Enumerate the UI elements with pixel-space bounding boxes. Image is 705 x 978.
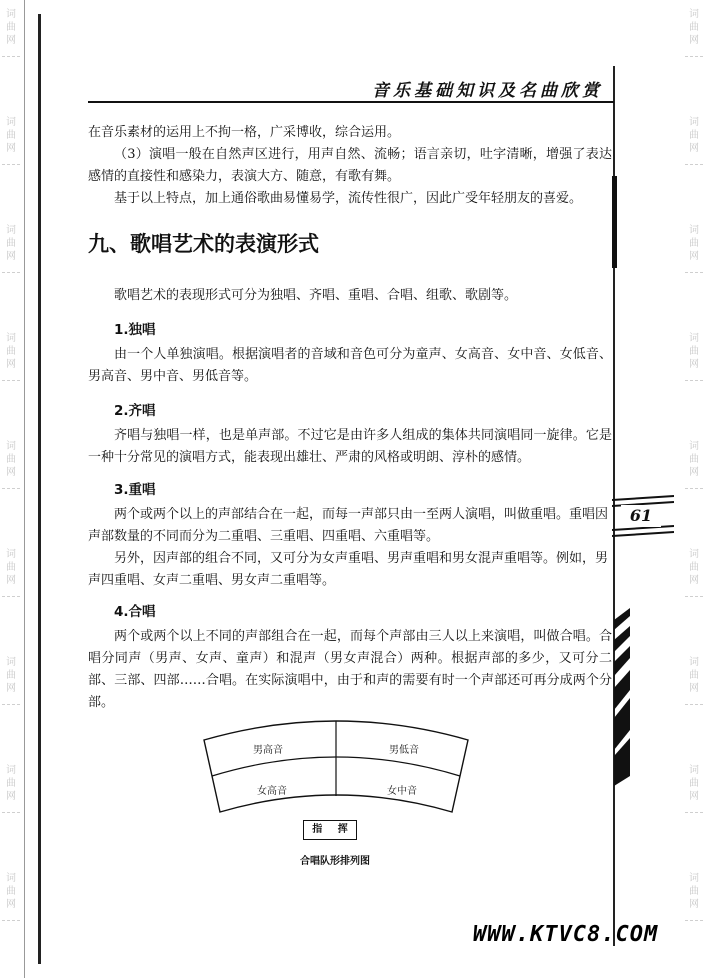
watermark-glyph: 网 bbox=[6, 143, 16, 154]
subsection-heading-chorus: 4.合唱 bbox=[114, 604, 156, 620]
watermark-glyph: 曲 bbox=[6, 886, 16, 897]
watermark-glyph: 网 bbox=[6, 899, 16, 910]
watermark-glyph-column bbox=[4, 872, 18, 911]
watermark-separator bbox=[685, 920, 703, 921]
section-title: 九、歌唱艺术的表演形式 bbox=[88, 231, 319, 256]
intro-paragraph-1: 在音乐素材的运用上不拘一格，广采博收，综合运用。 bbox=[88, 125, 401, 140]
diagram-label-bass: 男低音 bbox=[389, 745, 419, 756]
spine-line bbox=[38, 14, 41, 964]
watermark-separator bbox=[2, 272, 20, 273]
watermark-glyph-column bbox=[4, 8, 18, 47]
watermark-glyph: 词 bbox=[6, 765, 16, 776]
watermark-glyph: 词 bbox=[689, 657, 699, 668]
intro-paragraph-3: 基于以上特点，加上通俗歌曲易懂易学，流传性很广，因此广受年轻朋友的喜爱。 bbox=[114, 191, 583, 206]
right-watermark-strip bbox=[683, 0, 705, 978]
watermark-glyph: 词 bbox=[6, 225, 16, 236]
watermark-separator bbox=[2, 380, 20, 381]
watermark-glyph-column bbox=[4, 332, 18, 371]
watermark-glyph: 网 bbox=[6, 575, 16, 586]
watermark-separator bbox=[685, 56, 703, 57]
subsection-paragraph-ensemble-1: 两个或两个以上的声部结合在一起，而每一声部只由一至两人演唱，叫做重唱。重唱因声部数量的不同而分为二重唱、三重唱、四重唱、六重唱等。 bbox=[88, 507, 609, 544]
watermark-separator bbox=[685, 380, 703, 381]
watermark-separator bbox=[685, 812, 703, 813]
left-margin-line bbox=[24, 0, 25, 978]
watermark-glyph: 网 bbox=[6, 359, 16, 370]
watermark-glyph: 曲 bbox=[689, 346, 699, 357]
watermark-glyph: 曲 bbox=[689, 130, 699, 141]
watermark-separator bbox=[685, 704, 703, 705]
watermark-glyph-column bbox=[687, 224, 701, 263]
subsection-heading-ensemble: 3.重唱 bbox=[114, 482, 156, 498]
watermark-glyph: 曲 bbox=[689, 562, 699, 573]
watermark-glyph: 词 bbox=[689, 441, 699, 452]
watermark-glyph: 曲 bbox=[6, 670, 16, 681]
watermark-glyph: 词 bbox=[689, 9, 699, 20]
watermark-glyph: 词 bbox=[689, 549, 699, 560]
left-watermark-strip bbox=[0, 0, 22, 978]
watermark-separator bbox=[2, 812, 20, 813]
conductor-box: 指 挥 bbox=[303, 820, 357, 840]
subsection-paragraph-solo: 由一个人单独演唱。根据演唱者的音域和音色可分为童声、女高音、女中音、女低音、男高音、男中音、男低音等。 bbox=[88, 347, 612, 384]
section-intro: 歌唱艺术的表现形式可分为独唱、齐唱、重唱、合唱、组歌、歌剧等。 bbox=[114, 288, 518, 303]
watermark-glyph: 曲 bbox=[6, 778, 16, 789]
watermark-glyph-column bbox=[687, 872, 701, 911]
watermark-glyph-column bbox=[4, 116, 18, 155]
watermark-separator bbox=[2, 920, 20, 921]
site-url-watermark: WWW.KTVC8.COM bbox=[473, 922, 659, 947]
watermark-separator bbox=[2, 164, 20, 165]
watermark-glyph: 网 bbox=[689, 35, 699, 46]
watermark-glyph: 曲 bbox=[689, 454, 699, 465]
watermark-glyph: 曲 bbox=[689, 670, 699, 681]
watermark-separator bbox=[685, 164, 703, 165]
watermark-glyph-column bbox=[4, 224, 18, 263]
watermark-glyph: 网 bbox=[689, 899, 699, 910]
watermark-glyph-column bbox=[4, 440, 18, 479]
watermark-glyph: 网 bbox=[6, 791, 16, 802]
watermark-glyph: 词 bbox=[689, 117, 699, 128]
watermark-glyph: 网 bbox=[6, 683, 16, 694]
watermark-glyph: 网 bbox=[6, 35, 16, 46]
watermark-glyph: 词 bbox=[689, 333, 699, 344]
diagram-label-tenor: 男高音 bbox=[253, 745, 283, 756]
watermark-separator bbox=[2, 56, 20, 57]
watermark-glyph: 词 bbox=[689, 765, 699, 776]
decorative-wedge bbox=[600, 600, 640, 790]
watermark-glyph: 网 bbox=[689, 467, 699, 478]
watermark-glyph: 词 bbox=[689, 225, 699, 236]
page-number: 61 bbox=[621, 505, 661, 527]
watermark-glyph: 曲 bbox=[689, 22, 699, 33]
watermark-glyph: 曲 bbox=[6, 238, 16, 249]
watermark-glyph-column bbox=[687, 440, 701, 479]
watermark-separator bbox=[685, 596, 703, 597]
watermark-separator bbox=[685, 488, 703, 489]
header-rule bbox=[88, 101, 614, 103]
watermark-glyph: 词 bbox=[6, 333, 16, 344]
watermark-glyph-column bbox=[687, 332, 701, 371]
watermark-glyph-column bbox=[687, 548, 701, 587]
watermark-glyph: 网 bbox=[6, 467, 16, 478]
watermark-glyph: 网 bbox=[6, 251, 16, 262]
watermark-glyph-column bbox=[687, 764, 701, 803]
watermark-separator bbox=[2, 488, 20, 489]
diagram-label-alto: 女中音 bbox=[387, 786, 417, 797]
watermark-glyph: 词 bbox=[6, 9, 16, 20]
watermark-glyph: 曲 bbox=[689, 238, 699, 249]
watermark-glyph-column bbox=[4, 548, 18, 587]
watermark-glyph: 网 bbox=[689, 791, 699, 802]
diagram-label-soprano: 女高音 bbox=[257, 786, 287, 797]
watermark-glyph: 网 bbox=[689, 575, 699, 586]
watermark-glyph: 曲 bbox=[6, 454, 16, 465]
watermark-glyph-column bbox=[687, 8, 701, 47]
intro-paragraph-2: （3）演唱一般在自然声区进行，用声自然、流畅；语言亲切，吐字清晰，增强了表达感情的直接性和感染力，表演大方、随意，有歌有舞。 bbox=[88, 147, 612, 184]
watermark-glyph-column bbox=[687, 116, 701, 155]
watermark-glyph: 曲 bbox=[689, 778, 699, 789]
subsection-paragraph-ensemble-2: 另外，因声部的组合不同，又可分为女声重唱、男声重唱和男女混声重唱等。例如，男声四重唱、女声二重唱、男女声二重唱等。 bbox=[88, 551, 609, 588]
watermark-separator bbox=[2, 596, 20, 597]
watermark-glyph: 词 bbox=[6, 549, 16, 560]
subsection-heading-unison: 2.齐唱 bbox=[114, 403, 156, 419]
watermark-glyph-column bbox=[4, 764, 18, 803]
subsection-heading-solo: 1.独唱 bbox=[114, 322, 156, 338]
right-dark-bar bbox=[612, 176, 617, 268]
watermark-separator bbox=[2, 704, 20, 705]
subsection-paragraph-unison: 齐唱与独唱一样，也是单声部。不过它是由许多人组成的集体共同演唱同一旋律。它是一种十分常见的演唱方式，能表现出雄壮、严肃的风格或明朗、淳朴的感情。 bbox=[88, 428, 612, 465]
watermark-glyph: 词 bbox=[6, 873, 16, 884]
watermark-glyph: 词 bbox=[689, 873, 699, 884]
watermark-glyph: 词 bbox=[6, 441, 16, 452]
watermark-glyph: 曲 bbox=[6, 346, 16, 357]
watermark-glyph-column bbox=[4, 656, 18, 695]
watermark-glyph: 曲 bbox=[6, 562, 16, 573]
watermark-glyph: 网 bbox=[689, 359, 699, 370]
watermark-glyph: 曲 bbox=[6, 22, 16, 33]
watermark-glyph: 网 bbox=[689, 683, 699, 694]
watermark-glyph-column bbox=[687, 656, 701, 695]
subsection-paragraph-chorus: 两个或两个以上不同的声部组合在一起，而每个声部由三人以上来演唱，叫做合唱。合唱分同声（男声、女声、童声）和混声（男女声混合）两种。根据声部的多少，又可分二部、三部、四部……合唱。在实际演唱中，由于和声的需要有时一个声部还可再分成两个分部。 bbox=[88, 629, 612, 710]
watermark-glyph: 曲 bbox=[6, 130, 16, 141]
watermark-glyph: 网 bbox=[689, 251, 699, 262]
watermark-glyph: 词 bbox=[6, 657, 16, 668]
watermark-glyph: 词 bbox=[6, 117, 16, 128]
watermark-glyph: 网 bbox=[689, 143, 699, 154]
watermark-separator bbox=[685, 272, 703, 273]
diagram-caption: 合唱队形排列图 bbox=[300, 856, 370, 867]
watermark-glyph: 曲 bbox=[689, 886, 699, 897]
book-title-header: 音乐基础知识及名曲欣赏 bbox=[372, 81, 603, 101]
